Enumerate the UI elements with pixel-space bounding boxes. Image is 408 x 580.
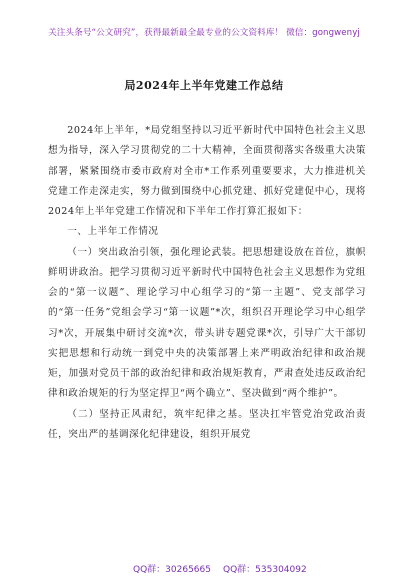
document-body xyxy=(48,121,366,445)
document-title: 局2024年上半年党建工作总结 xyxy=(124,79,284,92)
paragraph-discipline: （二）坚持正风肃纪，筑牢纪律之基。坚决扛牢管党治党政治责任，突出严的基调深化纪律建设，组织开展党 xyxy=(48,408,366,440)
footer-qq-group-2: QQ群：535304092 xyxy=(223,565,307,575)
footer-qq-group-1: QQ群：30265665 xyxy=(133,565,211,575)
promo-banner: 关注头条号“公文研究”，获得最新最全最专业的公文资料库！ 微信：gongwenyj xyxy=(48,28,360,38)
paragraph-political-guidance: （一）突出政治引领，强化理论武装。把思想建设放在首位，旗帜鲜明讲政治。把学习贯彻习近平新时代中国特色社会主义思想作为党组会的“第一议题”、理论学习中心组学习的“第一主题”、党支部学习的“第一任务”党组会学习“第一议题”*次，组织召开理论学习中心组学习*次，开展集中研讨交流*次，带头讲专题党课*次，引导广大干部切实把思想和行动统一到党中央的决策部署上来严明政治纪律和政治规矩，加强对党员干部的政治纪律和政治规矩教育，严肃查处违反政治纪律和政治规矩的行为坚定捍卫“两个确立”、坚决做到“两个维护”。 xyxy=(48,246,366,400)
paragraph-intro: 2024年上半年，*局党组坚持以习近平新时代中国特色社会主义思想为指导，深入学习贯彻党的二十大精神，全面贯彻落实各级重大决策部署，紧紧围绕市委市政府对全市*工作系列重要要求，大力推进机关党建工作走深走实，努力做到围绕中心抓党建、抓好党建促中心，现将2024年上半年党建工作情况和下半年工作打算汇报如下： xyxy=(48,125,366,217)
section-heading-1: 一、上半年工作情况 xyxy=(67,226,159,238)
